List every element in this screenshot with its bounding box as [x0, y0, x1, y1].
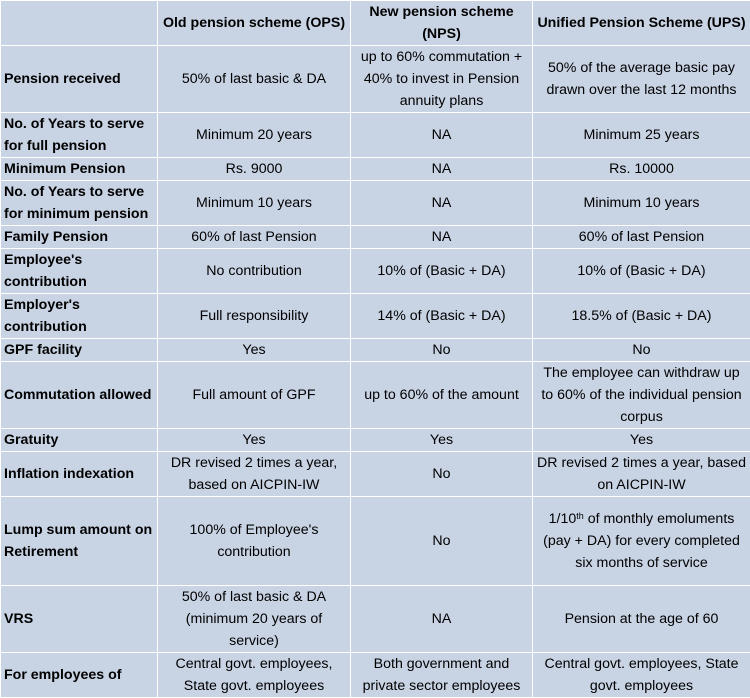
row-label: GPF facility — [1, 339, 158, 362]
ups-cell: Minimum 10 years — [533, 181, 750, 226]
row-label: Gratuity — [1, 429, 158, 452]
ups-cell: Minimum 25 years — [533, 113, 750, 158]
row-label: Commutation allowed — [1, 362, 158, 429]
ups-cell: 18.5% of (Basic + DA) — [533, 294, 750, 339]
ops-cell: Yes — [158, 339, 351, 362]
row-label: No. of Years to serve for minimum pension — [1, 181, 158, 226]
ops-cell: 60% of last Pension — [158, 226, 351, 249]
header-ops: Old pension scheme (OPS) — [158, 1, 351, 46]
ups-cell: Yes — [533, 429, 750, 452]
row-label: No. of Years to serve for full pension — [1, 113, 158, 158]
ops-cell: Full responsibility — [158, 294, 351, 339]
row-label: Employee's contribution — [1, 249, 158, 294]
ups-cell: 50% of the average basic pay drawn over the last 12 months — [533, 46, 750, 113]
ups-cell: 10% of (Basic + DA) — [533, 249, 750, 294]
nps-cell: NA — [351, 181, 533, 226]
ops-cell: DR revised 2 times a year, based on AICPIN-IW — [158, 452, 351, 497]
nps-cell: up to 60% of the amount — [351, 362, 533, 429]
table-row — [1, 226, 750, 249]
header-corner — [1, 1, 158, 46]
ops-cell: Yes — [158, 429, 351, 452]
ups-rest-text: of monthly emoluments (pay + DA) for every completed six months of service — [543, 511, 740, 571]
nps-cell: NA — [351, 158, 533, 181]
fraction-text: 1/10 — [549, 511, 577, 527]
table-row — [1, 497, 750, 586]
nps-cell: Both government and private sector employees — [351, 653, 533, 698]
superscript-text: th — [576, 511, 584, 521]
table-row — [1, 339, 750, 362]
ops-cell: Rs. 9000 — [158, 158, 351, 181]
row-label: Pension received — [1, 46, 158, 113]
nps-cell: NA — [351, 586, 533, 653]
ops-cell: Central govt. employees, State govt. employees — [158, 653, 351, 698]
ops-cell: 50% of last basic & DA — [158, 46, 351, 113]
header-nps: New pension scheme (NPS) — [351, 1, 533, 46]
ups-cell: DR revised 2 times a year, based on AICPIN-IW — [533, 452, 750, 497]
nps-cell: No — [351, 452, 533, 497]
table-row — [1, 452, 750, 497]
ups-cell: Rs. 10000 — [533, 158, 750, 181]
ups-cell: No — [533, 339, 750, 362]
table-row — [1, 249, 750, 294]
ops-cell: No contribution — [158, 249, 351, 294]
table-row — [1, 158, 750, 181]
table-row — [1, 113, 750, 158]
header-ups: Unified Pension Scheme (UPS) — [533, 1, 750, 46]
nps-cell: No — [351, 339, 533, 362]
row-label: Lump sum amount on Retirement — [1, 497, 158, 586]
ops-cell: Full amount of GPF — [158, 362, 351, 429]
row-label: Family Pension — [1, 226, 158, 249]
nps-cell: Yes — [351, 429, 533, 452]
header-row — [1, 1, 750, 46]
row-label: Minimum Pension — [1, 158, 158, 181]
ups-cell: 60% of last Pension — [533, 226, 750, 249]
nps-cell: 14% of (Basic + DA) — [351, 294, 533, 339]
nps-cell: 10% of (Basic + DA) — [351, 249, 533, 294]
row-label: Inflation indexation — [1, 452, 158, 497]
ups-cell — [533, 497, 750, 586]
table-row — [1, 46, 750, 113]
row-label: For employees of — [1, 653, 158, 698]
ops-cell: 100% of Employee's contribution — [158, 497, 351, 586]
ops-cell: Minimum 20 years — [158, 113, 351, 158]
nps-cell: No — [351, 497, 533, 586]
nps-cell: NA — [351, 113, 533, 158]
table-row — [1, 362, 750, 429]
row-label: Employer's contribution — [1, 294, 158, 339]
ops-cell: Minimum 10 years — [158, 181, 351, 226]
table-row — [1, 586, 750, 653]
ups-cell: Central govt. employees, State govt. employees — [533, 653, 750, 698]
table-row — [1, 294, 750, 339]
nps-cell: NA — [351, 226, 533, 249]
ops-cell: 50% of last basic & DA (minimum 20 years of service) — [158, 586, 351, 653]
nps-cell: up to 60% commutation + 40% to invest in Pension annuity plans — [351, 46, 533, 113]
ups-cell: Pension at the age of 60 — [533, 586, 750, 653]
row-label: VRS — [1, 586, 158, 653]
ups-cell: The employee can withdraw up to 60% of the individual pension corpus — [533, 362, 750, 429]
table-row — [1, 181, 750, 226]
table-row — [1, 429, 750, 452]
